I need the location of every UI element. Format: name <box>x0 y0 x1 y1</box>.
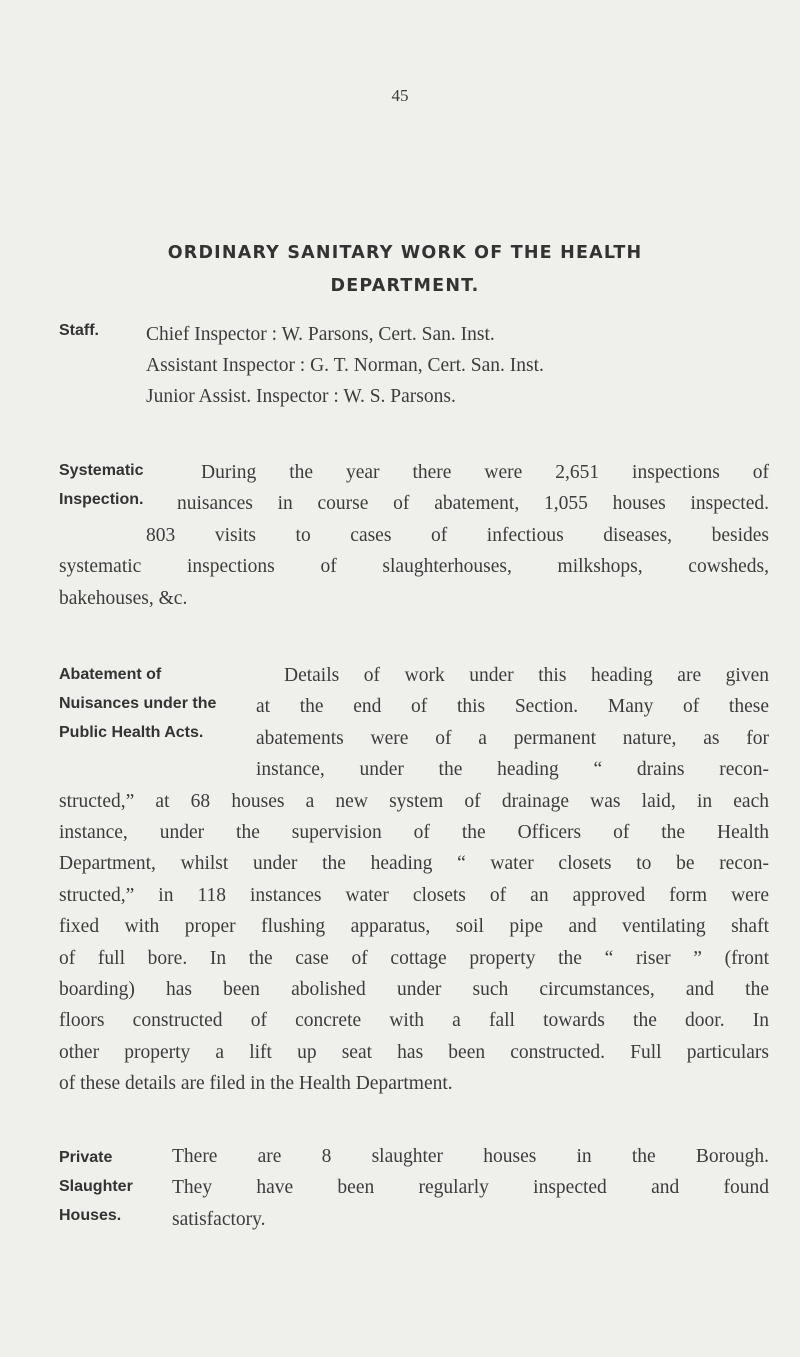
paragraph-line: of these details are filed in the Health Department. <box>59 1073 453 1095</box>
paragraph-line: abatements were of a permanent nature, as for <box>256 727 769 749</box>
paragraph-line: structed,” at 68 houses a new system of drainage was laid, in each <box>59 790 769 812</box>
page-number: 45 <box>391 86 409 105</box>
paragraph-line: They have been regularly inspected and found <box>172 1177 769 1199</box>
abatement-heading-line-2: Nuisances under the <box>59 695 217 712</box>
staff-line-junior: Junior Assist. Inspector : W. S. Parsons. <box>146 386 456 407</box>
systematic-heading-line-1: Systematic <box>59 462 144 479</box>
paragraph-line: nuisances in course of abatement, 1,055 houses inspected. <box>177 493 769 515</box>
staff-heading-text: Staff. <box>59 322 99 339</box>
slaughter-paragraph <box>59 1141 769 1235</box>
paragraph-line: During the year there were 2,651 inspections of <box>201 462 769 483</box>
paragraph-line: Details of work under this heading are given <box>284 665 769 686</box>
paragraph-line: floors constructed of concrete with a fall towards the door. In <box>59 1010 769 1032</box>
abatement-heading-line-1: Abatement of <box>59 666 162 683</box>
section-title <box>60 237 750 303</box>
paragraph-line: satisfactory. <box>172 1208 266 1230</box>
section-title-line-2: DEPARTMENT. <box>330 276 480 296</box>
staff-line-assistant: Assistant Inspector : G. T. Norman, Cert. San. Inst. <box>146 355 544 376</box>
slaughter-heading-line-3: Houses. <box>59 1207 122 1224</box>
paragraph-line: fixed with proper flushing apparatus, soil pipe and ventilating shaft <box>59 916 769 938</box>
paragraph-line: systematic inspections of slaughterhouses, milkshops, cowsheds, <box>59 556 769 578</box>
section-title-line-1: ORDINARY SANITARY WORK OF THE HEALTH <box>167 243 643 263</box>
paragraph-line: structed,” in 118 instances water closets of an approved form were <box>59 884 769 906</box>
paragraph-line: boarding) has been abolished under such circumstances, and the <box>59 979 769 1001</box>
paragraph-line: 803 visits to cases of infectious diseases, besides <box>146 524 769 546</box>
staff-heading <box>59 316 99 345</box>
staff-line-chief: Chief Inspector : W. Parsons, Cert. San. Inst. <box>146 324 495 345</box>
slaughter-heading-line-1: Private <box>59 1149 113 1166</box>
abatement-heading-line-3: Public Health Acts. <box>59 724 204 741</box>
slaughter-heading-line-2: Slaughter <box>59 1178 133 1195</box>
paragraph-line: of full bore. In the case of cottage property the “ riser ” (front <box>59 947 769 969</box>
paragraph-line: other property a lift up seat has been constructed. Full particulars <box>59 1041 769 1063</box>
paragraph-line: at the end of this Section. Many of these <box>256 696 769 718</box>
paragraph-line: There are 8 slaughter houses in the Borough. <box>172 1146 769 1167</box>
systematic-paragraph <box>59 457 769 614</box>
paragraph-line: bakehouses, &c. <box>59 587 188 609</box>
paragraph-line: instance, under the heading “ drains recon- <box>256 759 769 781</box>
abatement-paragraph <box>59 660 769 1100</box>
staff-list <box>146 319 544 412</box>
paragraph-line: Department, whilst under the heading “ water closets to be recon- <box>59 853 769 875</box>
paragraph-line: instance, under the supervision of the Officers of the Health <box>59 822 769 844</box>
systematic-heading-line-2: Inspection. <box>59 491 144 508</box>
